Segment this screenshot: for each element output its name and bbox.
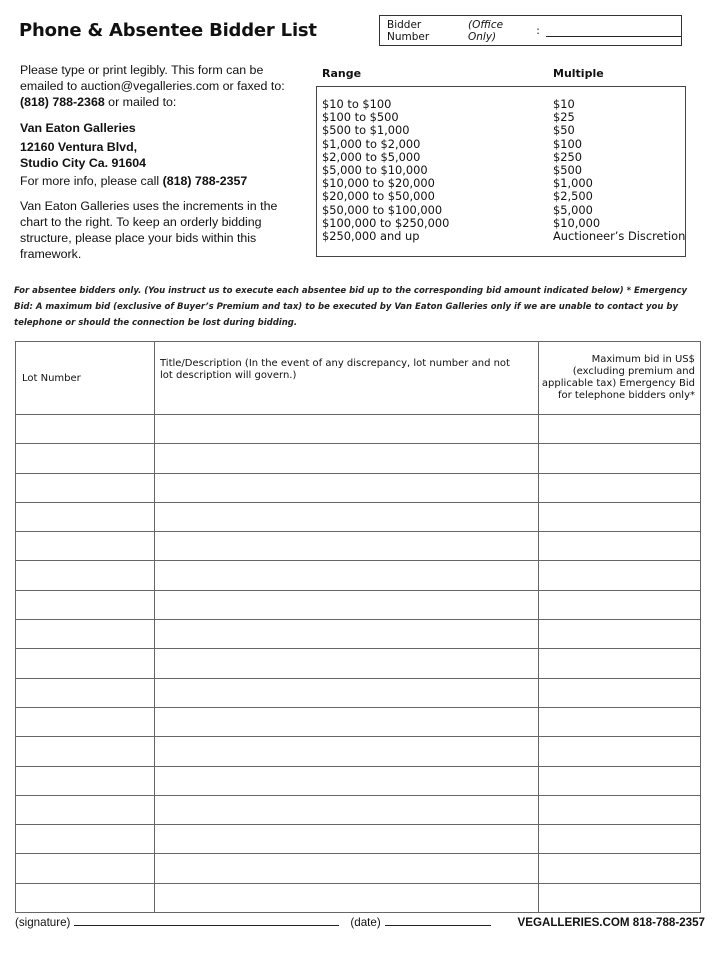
- increment-multiple: $25: [553, 110, 575, 125]
- description-cell[interactable]: [155, 854, 539, 883]
- table-row: [16, 795, 701, 824]
- increment-multiple: $1,000: [553, 176, 593, 191]
- max-bid-cell[interactable]: [539, 649, 701, 678]
- max-bid-cell[interactable]: [539, 532, 701, 561]
- max-bid-header: Maximum bid in US$ (excluding premium and applicable tax) Emergency Bid for telephone bidders only*: [539, 342, 701, 415]
- description-cell[interactable]: [155, 561, 539, 590]
- max-bid-cell[interactable]: [539, 561, 701, 590]
- lot-number-cell[interactable]: [16, 707, 155, 736]
- table-row: [16, 883, 701, 912]
- max-bid-cell[interactable]: [539, 502, 701, 531]
- max-bid-cell[interactable]: [539, 678, 701, 707]
- description-cell[interactable]: [155, 825, 539, 854]
- bid-table: [15, 341, 701, 913]
- lot-number-cell[interactable]: [16, 502, 155, 531]
- table-row: [16, 620, 701, 649]
- description-cell[interactable]: [155, 883, 539, 912]
- increment-range: $5,000 to $10,000: [322, 163, 428, 178]
- table-row: [16, 825, 701, 854]
- table-row: [16, 415, 701, 444]
- table-row: [16, 678, 701, 707]
- increment-range: $10,000 to $20,000: [322, 176, 435, 191]
- usage-text: Van Eaton Galleries uses the increments in the chart to the right. To keep an orderly bidding structure, please place your bids within this framework.: [20, 199, 278, 261]
- info-phone: (818) 788-2357: [162, 174, 248, 188]
- table-header-row: [16, 342, 701, 415]
- lot-number-cell[interactable]: [16, 620, 155, 649]
- table-row: [16, 590, 701, 619]
- table-row: [16, 737, 701, 766]
- max-bid-cell[interactable]: [539, 444, 701, 473]
- lot-number-cell[interactable]: [16, 415, 155, 444]
- increment-multiple: $50: [553, 123, 575, 138]
- footer: [15, 915, 705, 929]
- increment-range: $20,000 to $50,000: [322, 189, 435, 204]
- max-bid-cell[interactable]: [539, 795, 701, 824]
- table-row: [16, 473, 701, 502]
- lot-number-cell[interactable]: [16, 649, 155, 678]
- increment-multiple: $10: [553, 97, 575, 111]
- brand-contact: VEGALLERIES.COM 818-788-2357: [517, 916, 705, 929]
- description-cell[interactable]: [155, 649, 539, 678]
- multiple-header: Multiple: [553, 67, 604, 80]
- range-header: Range: [322, 67, 362, 80]
- max-bid-cell[interactable]: [539, 825, 701, 854]
- table-row: [16, 502, 701, 531]
- lot-number-cell[interactable]: [16, 854, 155, 883]
- intro-line-1: Please type or print legibly. This form can be: [20, 63, 264, 77]
- office-only-note: (Office Only): [468, 18, 504, 43]
- max-bid-cell[interactable]: [539, 620, 701, 649]
- description-cell[interactable]: [155, 766, 539, 795]
- intro-line-2: emailed to auction@vegalleries.com or faxed to:: [20, 79, 285, 93]
- increment-range: $100,000 to $250,000: [322, 215, 450, 230]
- description-cell[interactable]: [155, 795, 539, 824]
- increment-range: $500 to $1,000: [322, 123, 410, 138]
- bidder-number-label: Bidder Number: [387, 18, 430, 43]
- increment-range: $50,000 to $100,000: [322, 202, 443, 217]
- description-cell[interactable]: [155, 502, 539, 531]
- increment-multiple: $100: [553, 136, 582, 151]
- description-cell[interactable]: [155, 415, 539, 444]
- lot-number-cell[interactable]: [16, 678, 155, 707]
- date-field[interactable]: [385, 915, 491, 926]
- signature-label: (signature): [15, 916, 71, 929]
- lot-number-cell[interactable]: [16, 590, 155, 619]
- bidder-number-field[interactable]: [546, 24, 681, 37]
- increment-multiple: $500: [553, 163, 582, 178]
- signature-field[interactable]: [74, 915, 339, 926]
- description-cell[interactable]: [155, 590, 539, 619]
- max-bid-cell[interactable]: [539, 766, 701, 795]
- lot-number-cell[interactable]: [16, 737, 155, 766]
- lot-number-cell[interactable]: [16, 532, 155, 561]
- date-label: (date): [350, 916, 381, 929]
- description-cell[interactable]: [155, 678, 539, 707]
- table-row: [16, 561, 701, 590]
- table-row: [16, 854, 701, 883]
- lot-number-cell[interactable]: [16, 473, 155, 502]
- increment-range: $1,000 to $2,000: [322, 136, 421, 151]
- lot-number-cell[interactable]: [16, 766, 155, 795]
- increment-range: $100 to $500: [322, 110, 399, 125]
- increment-multiple: $2,500: [553, 189, 593, 204]
- lot-number-cell[interactable]: [16, 561, 155, 590]
- fax-number: (818) 788-2368: [20, 95, 105, 109]
- increment-range: $2,000 to $5,000: [322, 149, 421, 164]
- increment-range: $250,000 and up: [322, 229, 420, 244]
- increment-multiple: Auctioneer’s Discretion: [553, 229, 686, 244]
- lot-number-cell[interactable]: [16, 825, 155, 854]
- table-row: [16, 707, 701, 736]
- increment-multiple: $10,000: [553, 215, 601, 230]
- intro-line-3: (818) 788-2368 or mailed to:: [20, 95, 177, 109]
- max-bid-cell[interactable]: [539, 737, 701, 766]
- increment-multiple: $5,000: [553, 202, 593, 217]
- multiple-column: [553, 98, 685, 243]
- intro-text: [20, 62, 290, 262]
- lot-number-cell[interactable]: [16, 444, 155, 473]
- gallery-name: Van Eaton Galleries: [20, 121, 136, 135]
- table-row: [16, 532, 701, 561]
- max-bid-cell[interactable]: [539, 707, 701, 736]
- bidder-number-box: Bidder Number (Office Only) :: [379, 15, 682, 46]
- max-bid-cell[interactable]: [539, 883, 701, 912]
- description-cell[interactable]: [155, 707, 539, 736]
- description-cell[interactable]: [155, 444, 539, 473]
- table-row: [16, 444, 701, 473]
- absentee-notice: For absentee bidders only. (You instruct us to execute each absentee bid up to the corresponding bid amount indicated below) * Emergency Bid: A maximum bid (exclusive of Buyer’s Premium and tax) to be executed by Van Eaton Galleries only if we are unable to contact you by telephone or should the connection be lost during bidding.: [14, 286, 688, 328]
- description-header: Title/Description (In the event of any discrepancy, lot number and not lot description will govern.): [155, 342, 539, 415]
- description-cell[interactable]: [155, 532, 539, 561]
- increment-multiple: $250: [553, 149, 582, 164]
- max-bid-cell[interactable]: [539, 473, 701, 502]
- increment-range: $10 to $100: [322, 97, 392, 111]
- gallery-address: 12160 Ventura Blvd, Studio City Ca. 91604: [20, 140, 147, 170]
- max-bid-cell[interactable]: [539, 854, 701, 883]
- max-bid-cell[interactable]: [539, 415, 701, 444]
- lot-number-cell[interactable]: [16, 795, 155, 824]
- table-row: [16, 649, 701, 678]
- lot-number-cell[interactable]: [16, 883, 155, 912]
- info-line: For more info, please call (818) 788-2357: [20, 174, 248, 188]
- description-cell[interactable]: [155, 737, 539, 766]
- max-bid-cell[interactable]: [539, 590, 701, 619]
- lot-number-header: Lot Number: [16, 342, 155, 415]
- range-column: [322, 98, 449, 243]
- description-cell[interactable]: [155, 473, 539, 502]
- increment-chart: [316, 86, 686, 257]
- description-cell[interactable]: [155, 620, 539, 649]
- page-title: Phone & Absentee Bidder List: [19, 20, 317, 41]
- table-row: [16, 766, 701, 795]
